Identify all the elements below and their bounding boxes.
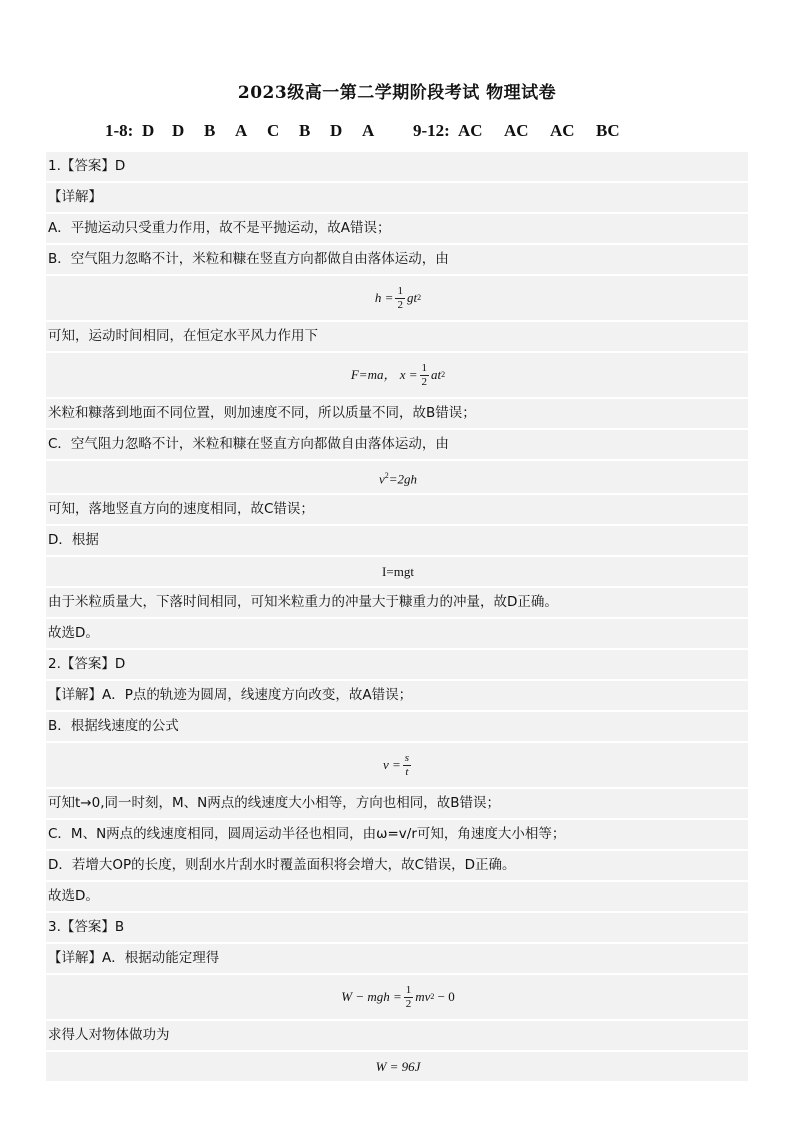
fraction-denominator: t [405, 765, 409, 778]
eq-rhs: =2gh [388, 471, 418, 487]
q1-option-d: D．根据 [46, 526, 748, 555]
q3-answer: 3.【答案】B [46, 913, 748, 942]
q1-equation-2 [46, 353, 748, 397]
q2-equation [46, 743, 748, 787]
answer-9: AC [458, 121, 483, 140]
q1-answer: 1.【答案】D [46, 152, 748, 181]
eq-part-a: F=ma， [350, 367, 397, 382]
answer-2: D [172, 121, 185, 140]
q1-option-c-conclusion: 可知，落地竖直方向的速度相同，故C错误； [46, 495, 748, 524]
fraction [404, 984, 414, 1011]
answer-4: A [235, 121, 248, 140]
eq-lhs: v = [382, 757, 401, 773]
q1-option-b-cont: 可知，运动时间相同，在恒定水平风力作用下 [46, 322, 748, 351]
fraction-numerator: 1 [421, 361, 428, 374]
answer-key-left-label: 1-8: [105, 121, 134, 140]
fraction [395, 285, 405, 312]
eq-rhs: gt [406, 290, 418, 305]
answer-3: B [204, 121, 216, 140]
fraction [403, 752, 411, 779]
eq-rhs: at [431, 367, 442, 382]
q3-option-a: 【详解】A．根据动能定理得 [46, 944, 748, 973]
q1-option-c: C．空气阻力忽略不计，米粒和糠在竖直方向都做自由落体运动，由 [46, 430, 748, 459]
fraction-denominator: 2 [405, 997, 412, 1010]
answer-8: A [362, 121, 375, 140]
answer-6: B [299, 121, 311, 140]
fraction [420, 362, 430, 389]
answer-10: AC [504, 121, 529, 140]
q3-work-label: 求得人对物体做功为 [46, 1021, 748, 1050]
q2-choice: 故选D。 [46, 882, 748, 911]
q1-equation-1 [46, 276, 748, 320]
q2-option-d: D．若增大OP的长度，则刮水片刮水时覆盖面积将会增大，故C错误，D正确。 [46, 851, 748, 880]
q1-option-b: B．空气阻力忽略不计，米粒和糠在竖直方向都做自由落体运动，由 [46, 245, 748, 274]
exponent: 2 [384, 471, 389, 480]
fraction-denominator: 2 [421, 375, 428, 388]
exponent: 2 [430, 992, 435, 1002]
eq-lhs: v [378, 471, 385, 487]
q2-option-b-conclusion: 可知t→0,同一时刻，M、N两点的线速度大小相等，方向也相同，故B错误； [46, 789, 748, 818]
fraction-denominator: 2 [397, 298, 403, 311]
eq-lhs: W − mgh = [341, 989, 402, 1005]
eq-lhs: h = [374, 290, 394, 305]
fraction-numerator: s [404, 751, 410, 764]
eq-part-b: x = [399, 367, 418, 382]
q1-choice: 故选D。 [46, 619, 748, 648]
q1-option-d-conclusion: 由于米粒质量大，下落时间相同，可知米粒重力的冲量大于糠重力的冲量，故D正确。 [46, 588, 748, 617]
q3-equation-1 [46, 975, 748, 1019]
eq-tail: − 0 [437, 989, 455, 1005]
q2-option-c: C．M、N两点的线速度相同，圆周运动半径也相同，由ω=v/r可知，角速度大小相等； [46, 820, 748, 849]
q1-equation-3 [46, 461, 748, 493]
q2-answer: 2.【答案】D [46, 650, 748, 679]
q1-detail-label: 【详解】 [46, 183, 748, 212]
exponent: 2 [441, 370, 446, 379]
answer-11: AC [550, 121, 575, 140]
answer-1: D [142, 121, 155, 140]
exponent: 2 [417, 293, 422, 302]
eq-rhs: mv [415, 989, 431, 1005]
q1-equation-4: I=mgt [46, 557, 748, 586]
q2-option-b: B．根据线速度的公式 [46, 712, 748, 741]
answer-7: D [330, 121, 343, 140]
solution-body [46, 152, 748, 1083]
q1-option-a: A．平抛运动只受重力作用，故不是平抛运动，故A错误； [46, 214, 748, 243]
answer-5: C [267, 121, 280, 140]
q3-equation-2: W = 96J [46, 1052, 748, 1081]
answer-12: BC [596, 121, 620, 140]
answer-key-right-label: 9-12: [413, 121, 450, 140]
q1-option-b-conclusion: 米粒和糠落到地面不同位置，则加速度不同，所以质量不同，故B错误； [46, 399, 748, 428]
fraction-numerator: 1 [405, 983, 412, 996]
q2-option-a: 【详解】A．P点的轨迹为圆周，线速度方向改变，故A错误； [46, 681, 748, 710]
fraction-numerator: 1 [397, 284, 403, 297]
page-title: 2023级高一第二学期阶段考试 物理试卷 [237, 83, 557, 103]
